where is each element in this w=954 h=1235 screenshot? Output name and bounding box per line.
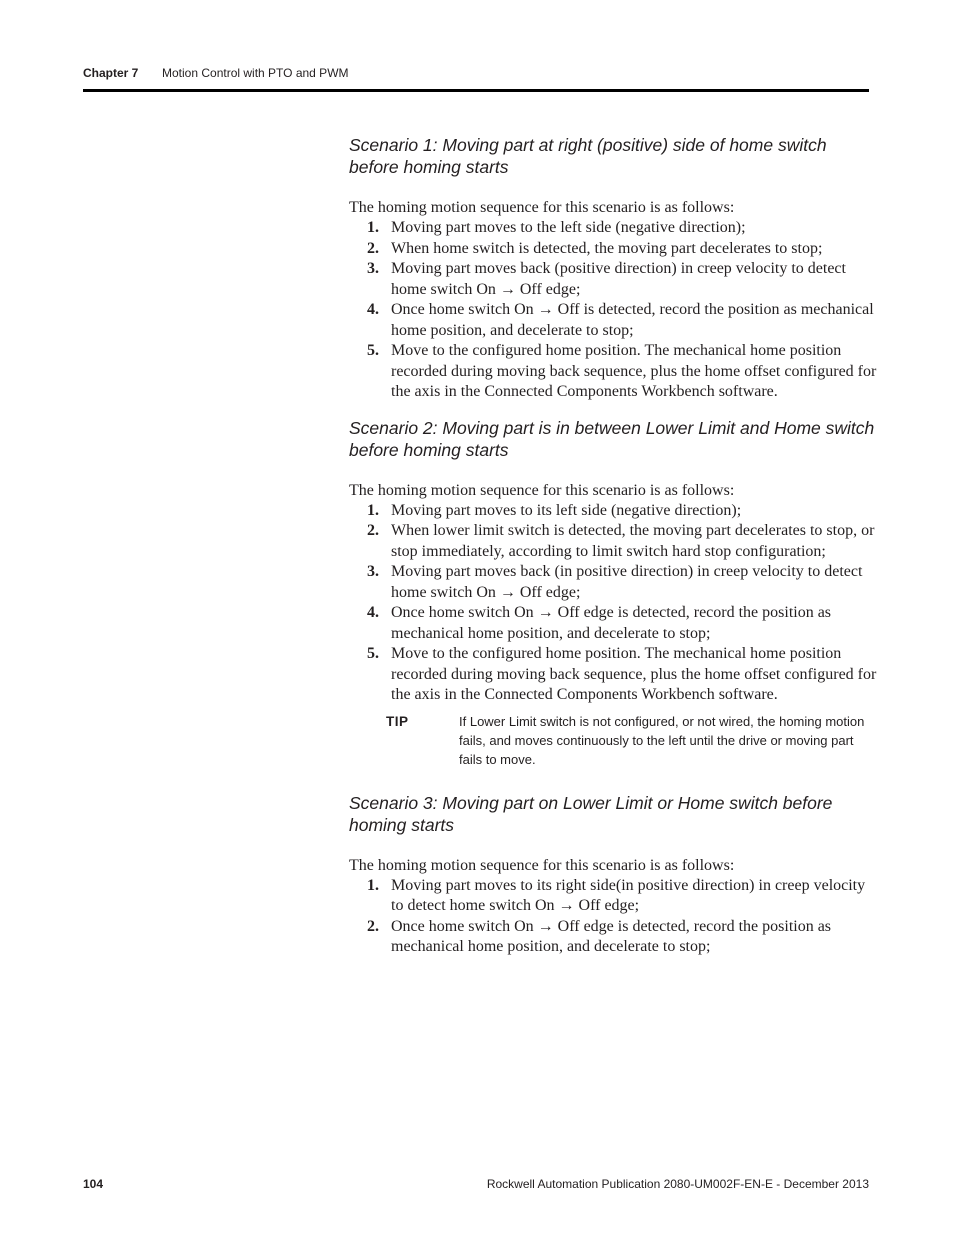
step-number: 5.	[367, 645, 379, 662]
step-number: 1.	[367, 501, 379, 519]
arrow-right-icon: →	[558, 897, 575, 914]
step-number: 2.	[367, 522, 379, 539]
list-item	[349, 521, 879, 562]
step-text: Moving part moves to its left side (negative direction);	[391, 501, 742, 519]
step-text: When lower limit switch is detected, the moving part decelerates to stop, or stop immediately, according to limit switch hard stop configuration;	[391, 522, 875, 560]
step-text: Moving part moves back (positive direction) in creep velocity to detect home switch On	[391, 260, 846, 298]
step-text: Move to the configured home position. The mechanical home position recorded during moving back sequence, plus the home offset configured for the axis in the Connected Components Workbench software.	[391, 645, 877, 703]
scenario-2-heading: Scenario 2: Moving part is in between Lower Limit and Home switch before homing starts	[349, 417, 875, 460]
list-item	[349, 341, 879, 403]
list-item	[349, 603, 879, 644]
step-text: Move to the configured home position. The mechanical home position recorded during moving back sequence, plus the home offset configured for the axis in the Connected Components Workbench software.	[391, 342, 877, 400]
scenario-1-heading: Scenario 1: Moving part at right (positive) side of home switch before homing starts	[349, 135, 827, 177]
step-text-continued: Off edge is detected, record the position as mechanical home position, and decelerate to stop;	[391, 917, 832, 955]
list-item	[349, 501, 879, 522]
list-item	[349, 218, 879, 239]
publication-info: Rockwell Automation Publication 2080-UM002F-EN-E - December 2013	[486, 1177, 869, 1191]
list-item	[349, 876, 879, 917]
scenario-1-intro: The homing motion sequence for this scenario is as follows:	[349, 199, 735, 216]
step-text: Moving part moves to its right side(in positive direction) in creep velocity to detect home switch On	[391, 876, 866, 914]
step-number: 2.	[367, 917, 379, 935]
step-number: 3.	[367, 563, 379, 580]
page-number: 104	[83, 1177, 104, 1191]
step-number: 2.	[367, 239, 379, 257]
step-number: 3.	[367, 260, 379, 277]
arrow-right-icon: →	[499, 583, 516, 601]
scenario-3-intro: The homing motion sequence for this scenario is as follows:	[349, 856, 735, 874]
tip-box	[349, 712, 879, 772]
step-text-continued: Off edge;	[519, 583, 581, 601]
step-text: Once home switch On	[391, 301, 534, 318]
scenario-2-intro: The homing motion sequence for this scenario is as follows:	[349, 481, 735, 499]
step-text-continued: Off edge;	[578, 897, 640, 914]
step-number: 4.	[367, 604, 379, 621]
scenario-3-steps	[349, 876, 879, 958]
chapter-title: Motion Control with PTO and PWM	[162, 66, 349, 80]
step-text-continued: Off is detected, record the position as mechanical home position, and decelerate to stop;	[391, 301, 874, 339]
step-number: 1.	[367, 876, 379, 894]
arrow-right-icon: →	[499, 280, 516, 298]
main-content	[349, 134, 879, 958]
list-item	[349, 239, 879, 260]
step-text: Once home switch On	[391, 917, 534, 935]
scenario-3-heading: Scenario 3: Moving part on Lower Limit or Home switch before homing starts	[349, 792, 833, 835]
step-number: 5.	[367, 342, 379, 359]
step-number: 4.	[367, 301, 379, 318]
tip-label: TIP	[386, 713, 409, 729]
list-item	[349, 562, 879, 603]
step-text: Moving part moves back (in positive direction) in creep velocity to detect home switch On	[391, 563, 863, 601]
list-item	[349, 300, 879, 341]
scenario-2-steps	[349, 501, 879, 706]
tip-text: If Lower Limit switch is not configured, or not wired, the homing motion fails, and moves continuously to the left until the drive or moving part fails to move.	[459, 713, 865, 767]
list-item	[349, 917, 879, 958]
header-rule	[83, 89, 869, 92]
arrow-right-icon: →	[537, 301, 554, 318]
list-item	[349, 644, 879, 706]
running-header	[83, 66, 869, 88]
arrow-right-icon: →	[537, 917, 554, 935]
step-text-continued: Off edge is detected, record the position as mechanical home position, and decelerate to stop;	[391, 604, 832, 642]
scenario-1-steps	[349, 218, 879, 403]
step-text: Once home switch On	[391, 604, 534, 621]
step-text: Moving part moves to the left side (negative direction);	[391, 219, 746, 236]
list-item	[349, 259, 879, 300]
step-number: 1.	[367, 219, 379, 236]
arrow-right-icon: →	[537, 604, 554, 621]
step-text: When home switch is detected, the moving part decelerates to stop;	[391, 239, 823, 257]
step-text-continued: Off edge;	[519, 280, 581, 298]
chapter-label: Chapter 7	[83, 66, 139, 80]
